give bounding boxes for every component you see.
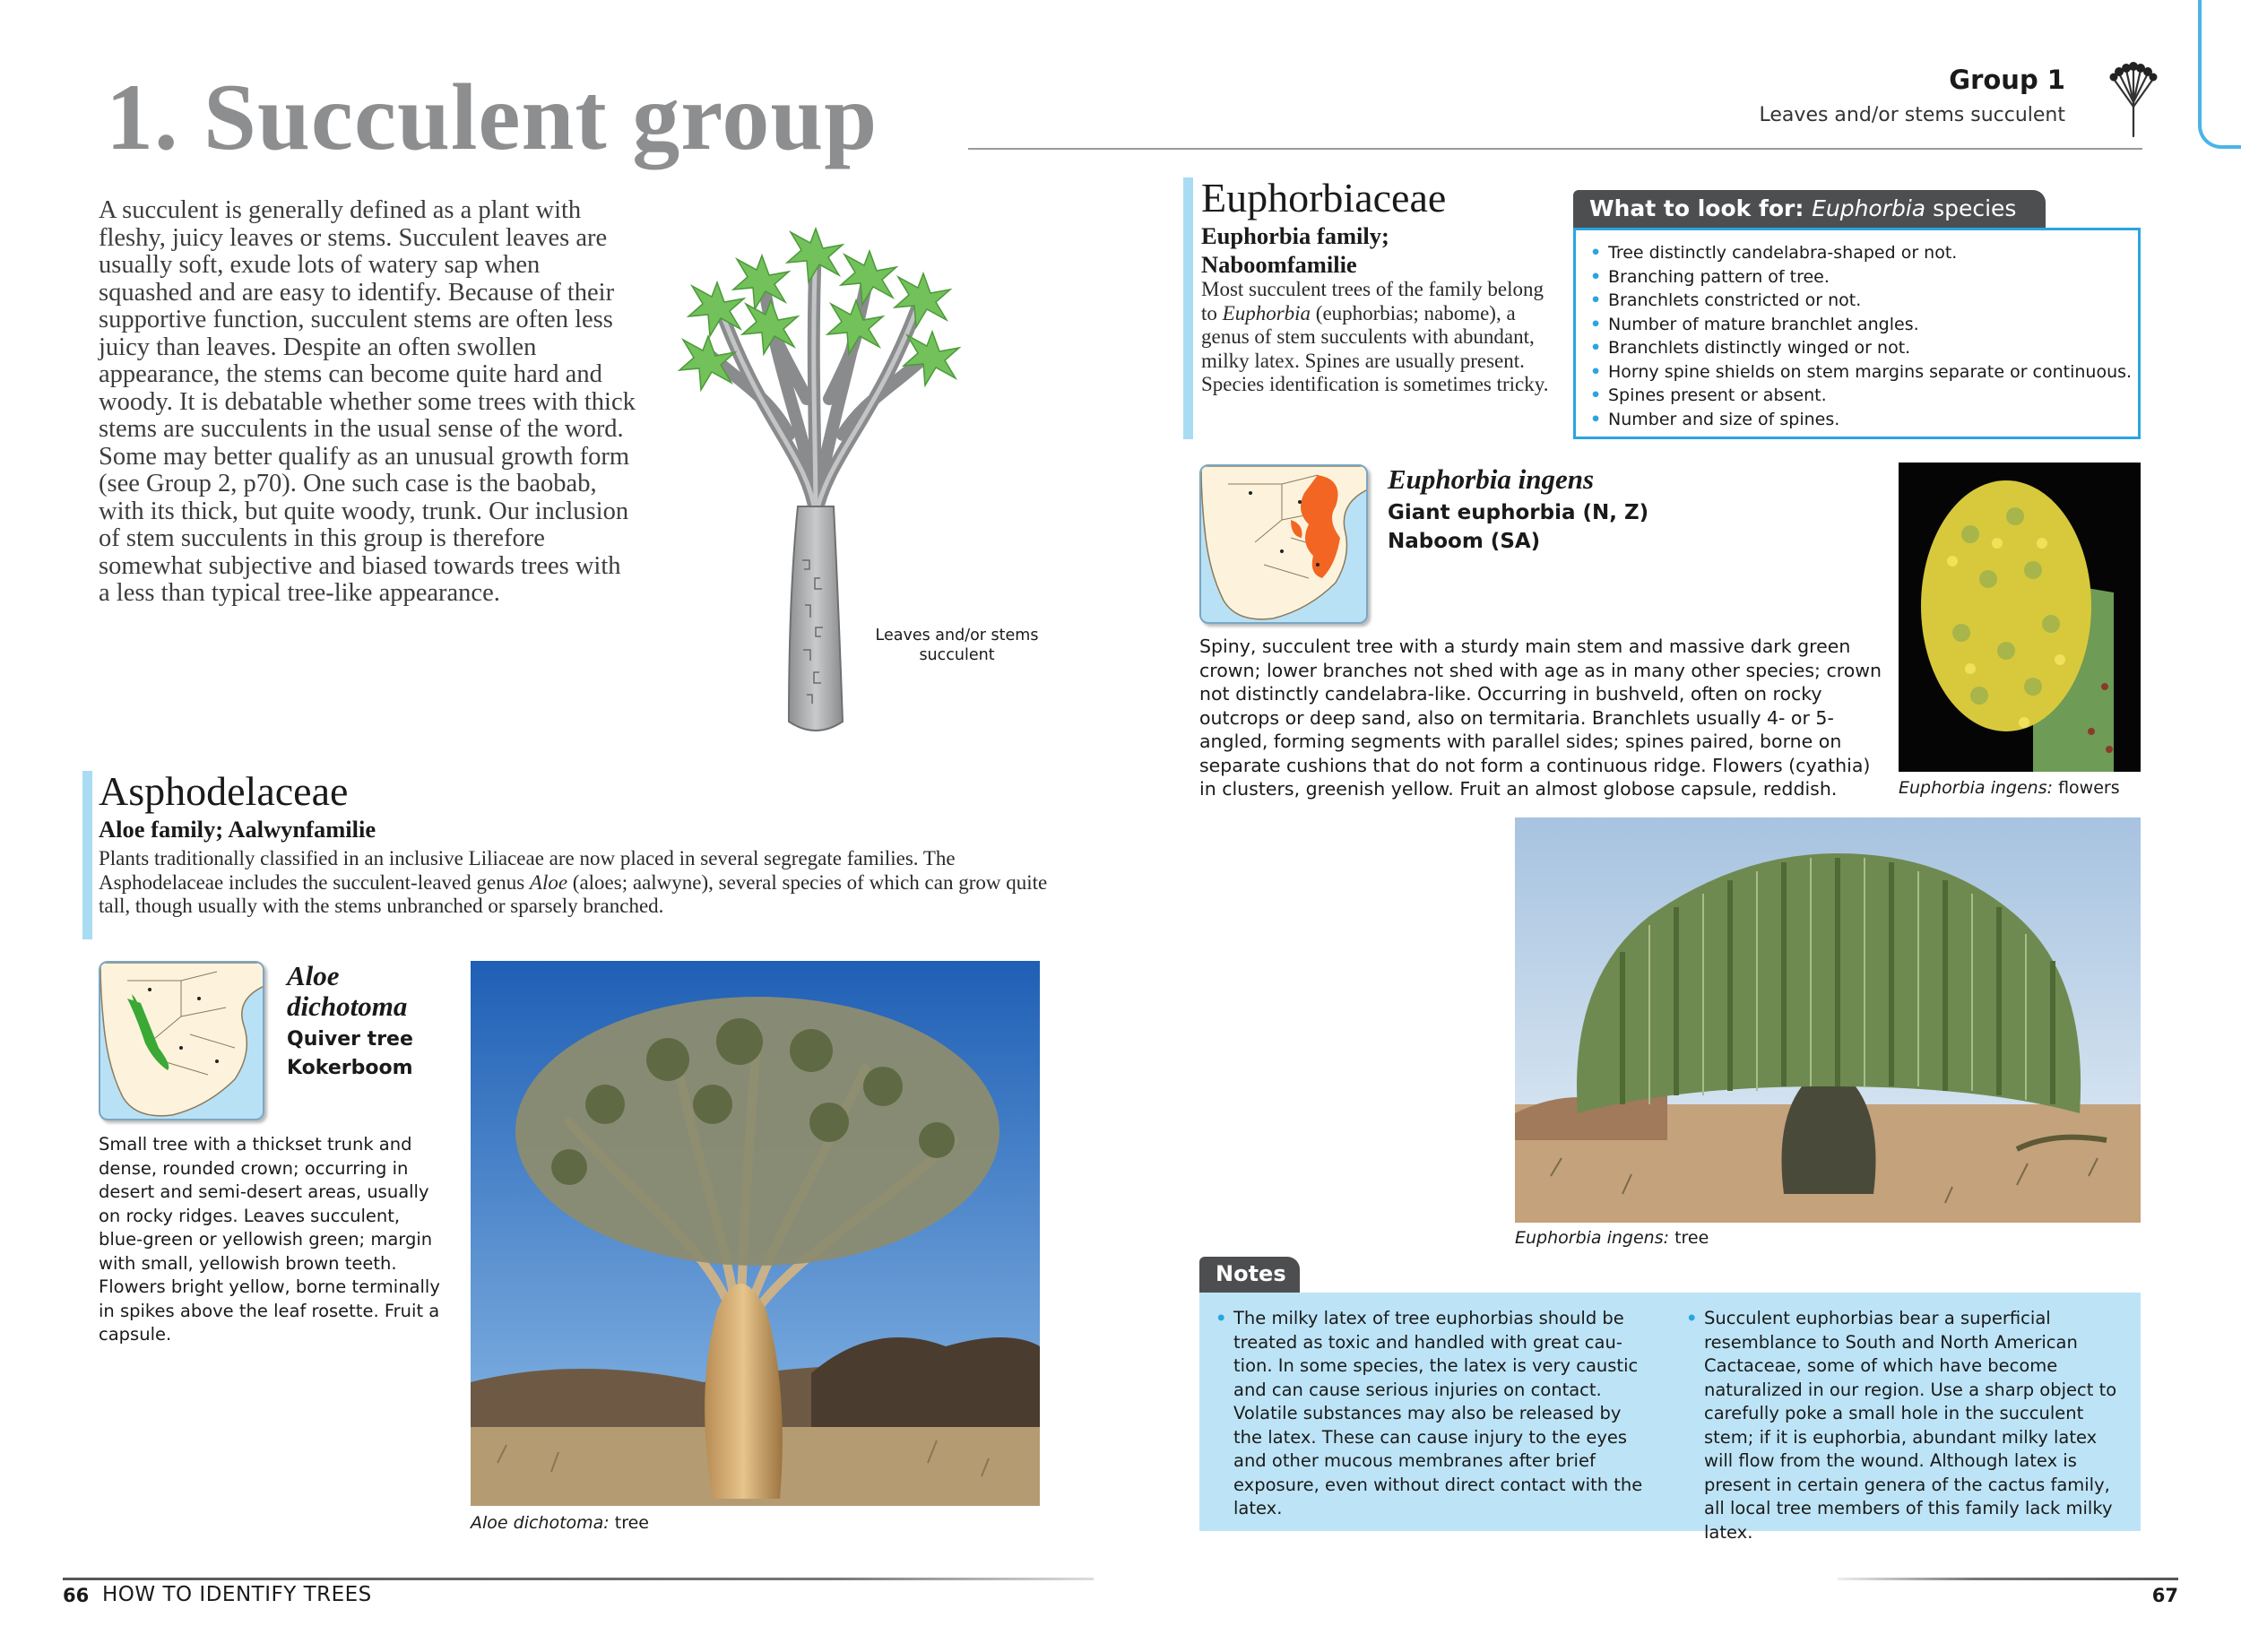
lookfor-item: • Branchlets constricted or not. bbox=[1590, 289, 2124, 313]
species-name-aloe-line2: dichotoma bbox=[287, 990, 408, 1022]
family-accent-bar bbox=[1183, 177, 1193, 439]
lookfor-item: • Spines present or absent. bbox=[1590, 384, 2124, 408]
illustration-caption: Leaves and/or stems succulent bbox=[875, 627, 1039, 664]
lookfor-item: • Tree distinctly candelabra-shaped or not. bbox=[1590, 241, 2124, 265]
euphorbia-flowers-photo bbox=[1899, 463, 2141, 772]
thumb-index-tab bbox=[2198, 0, 2241, 149]
group-description: Leaves and/or stems succulent bbox=[1759, 104, 2065, 126]
aloe-photo-caption: Aloe dichotoma: tree bbox=[471, 1513, 649, 1533]
common-name-euphorbia-1: Giant euphorbia (N, Z) bbox=[1388, 501, 1649, 524]
lookfor-item: • Number and size of spines. bbox=[1590, 408, 2124, 432]
euphorbia-tree-photo bbox=[1515, 817, 2141, 1223]
footer-rule-left bbox=[63, 1578, 1094, 1580]
note-item: • Succulent euphorbias bear a superficial resemblance to South and North American Cactaceae, some of which have become naturalized in our region. Use a sharp object to carefully poke a small hole in the succulent stem; if it is euphorbia, abundant milky latex will flow from the wound. Although latex is present in certain genera of the cactus family, all local tree members of this family lack milky latex. bbox=[1686, 1307, 2125, 1544]
lookfor-item: • Horny spine shields on stem margins separate or continuous. bbox=[1590, 360, 2124, 385]
tree-silhouette-icon bbox=[2107, 57, 2160, 138]
succulent-tree-illustration bbox=[654, 220, 977, 757]
aloe-dichotoma-photo bbox=[471, 961, 1040, 1506]
family-title-euphorbiaceae: Euphorbiaceae bbox=[1201, 175, 1447, 221]
family-subtitle-euphorbiaceae-2: Naboomfamilie bbox=[1201, 251, 1357, 278]
lookfor-item: • Branching pattern of tree. bbox=[1590, 265, 2124, 290]
title-rule bbox=[968, 148, 2142, 150]
page-title: 1. Succulent group bbox=[106, 65, 878, 169]
species-name-aloe-line1: Aloe bbox=[287, 960, 340, 991]
lookfor-item: • Branchlets distinctly winged or not. bbox=[1590, 336, 2124, 360]
intro-paragraph: A succulent is generally defined as a plant with fleshy, juicy leaves or stems. Succulent leaves are usually soft, exude lots of watery sap when squashed and are easy to identify. Because of their supportive function, succulent stems are often less juicy than leaves. Despite an often swollen appearance, the stems can become quite hard and woody. It is debatable whether some trees with thick stems are succulents in the usual sense of the word. Some may better qualify as an unusual growth form (see Group 2, p70). One such case is the baobab, with its thick, but quite woody, trunk. Our inclusion of stem succulents in this group is therefore somewhat subjective and biased towards trees with a less than typical tree-like appearance. bbox=[99, 196, 636, 607]
lookfor-item: • Number of mature branchlet angles. bbox=[1590, 313, 2124, 337]
species-description-euphorbia: Spiny, succulent tree with a sturdy main stem and massive dark green crown; lower branches not shed with age as in many other species; crown not distinctly candelabra-like. Occurring in bushveld, often on rocky outcrops or deep sand, also on termitaria. Branchlets usually 4- or 5-angled, forming segments with parallel sides; spines paired, borne on separate cushions that do not form a continuous ridge. Flowers (cyathia) in clusters, greenish yellow. Fruit an almost globose capsule, reddish. bbox=[1199, 636, 1882, 800]
note-item: • The milky latex of tree euphorbias should be treated as toxic and handled with great cau-tion. In some species, the latex is very caustic and can cause serious injuries on contact. Volatile substances may also be released by the latex. These can cause injury to the eyes and other mucous membranes after brief exposure, even without direct contact with the latex. bbox=[1216, 1307, 1655, 1521]
group-name: Group 1 bbox=[1949, 65, 2065, 95]
species-description-aloe: Small tree with a thickset trunk and dense, rounded crown; occurring in desert and semi-desert areas, usually on rocky ridges. Leaves succulent, blue-green or yellowish green; margin with small, yellowish brown teeth. Flowers bright yellow, borne terminally in spikes above the leaf rosette. Fruit a capsule. bbox=[99, 1134, 440, 1345]
notes-header: Notes bbox=[1199, 1257, 1300, 1293]
page-number-right: 67 bbox=[2151, 1585, 2178, 1606]
euphorbia-tree-caption: Euphorbia ingens: tree bbox=[1515, 1228, 1709, 1248]
species-name-euphorbia: Euphorbia ingens bbox=[1388, 463, 1595, 495]
family-title-asphodelaceae: Asphodelaceae bbox=[99, 768, 349, 814]
lookfor-box bbox=[1573, 228, 2141, 439]
lookfor-header: What to look for: Euphorbia species bbox=[1573, 190, 2046, 228]
family-subtitle-euphorbiaceae-1: Euphorbia family; bbox=[1201, 222, 1389, 249]
family-subtitle-asphodelaceae: Aloe family; Aalwynfamilie bbox=[99, 816, 376, 843]
book-title: HOW TO IDENTIFY TREES bbox=[102, 1583, 372, 1606]
common-name-aloe-1: Quiver tree bbox=[287, 1028, 413, 1051]
notes-box bbox=[1199, 1293, 2141, 1543]
family-accent-bar bbox=[82, 771, 92, 939]
page-number-left: 66 bbox=[63, 1585, 90, 1606]
euphorbia-flowers-caption: Euphorbia ingens: flowers bbox=[1899, 778, 2120, 798]
family-description-euphorbiaceae: Most succulent trees of the family belong to Euphorbia (euphorbias; nabome), a genus of stem succulents with abundant, milky latex. Spines are usually present. Species identification is sometimes tricky. bbox=[1201, 278, 1549, 395]
distribution-map-aloe bbox=[99, 961, 264, 1120]
common-name-euphorbia-2: Naboom (SA) bbox=[1388, 530, 1541, 553]
family-description-asphodelaceae: Plants traditionally classified in an inclusive Liliaceae are now placed in several segregate families. The Asphodelaceae includes the succulent-leaved genus Aloe (aloes; aalwyne), several species of which can grow quite tall, though usually with the stems unbranched or sparsely branched. bbox=[99, 847, 1048, 917]
footer-rule-right bbox=[1838, 1578, 2178, 1580]
common-name-aloe-2: Kokerboom bbox=[287, 1057, 413, 1079]
distribution-map-euphorbia bbox=[1199, 464, 1368, 624]
